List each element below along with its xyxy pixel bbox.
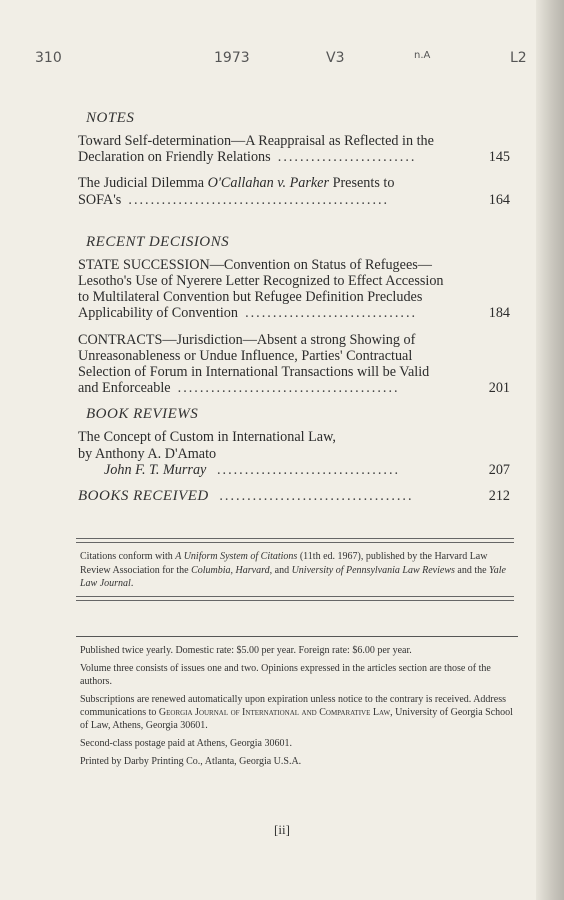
page-ref: 164 xyxy=(488,191,510,208)
entry-title-line: STATE SUCCESSION—Convention on Status of Refugees— xyxy=(78,256,432,273)
leader-dots: ............................... xyxy=(245,305,418,322)
toc-entry xyxy=(78,175,510,207)
citation-text: (11th ed. 1967), published by the Harvard Law Review Association for the xyxy=(80,551,488,576)
publication-info xyxy=(80,644,520,773)
entry-title-line: Unreasonableness or Undue Influence, Parties' Contractual xyxy=(78,347,413,364)
entry-title-line: and Enforceable xyxy=(78,380,171,397)
entry-title-line: CONTRACTS—Jurisdiction—Absent a strong Showing of xyxy=(78,331,416,348)
entry-title-line: Lesotho's Use of Nyerere Letter Recognized to Effect Accession xyxy=(78,273,444,290)
page-ref: 212 xyxy=(488,488,510,505)
book-reviews-section xyxy=(78,406,510,478)
double-rule-top xyxy=(76,538,514,543)
books-received-section xyxy=(78,488,510,504)
entry-title-text: The Judicial Dilemma xyxy=(78,175,208,192)
subscription-text xyxy=(80,693,520,732)
leader-dots: ............................................... xyxy=(128,191,390,208)
handwritten-note: 310 xyxy=(35,50,62,66)
volume-text: Volume three consists of issues one and two. Opinions expressed in the articles section are those of the authors. xyxy=(80,663,491,687)
citation-text: and xyxy=(272,564,292,576)
toc-entry xyxy=(78,133,510,165)
subscription-text-part: , University of Georgia School of Law, Athens, Georgia 30601. xyxy=(80,707,513,731)
leader-dots: ................................. xyxy=(216,461,401,478)
toc-entry xyxy=(78,429,510,478)
recent-decisions-section xyxy=(78,234,510,397)
citation-note xyxy=(80,550,512,591)
handwritten-catalog-notes xyxy=(0,50,564,80)
section-heading-notes: NOTES xyxy=(86,110,135,126)
citation-italic: Yale Law Journal xyxy=(80,564,506,589)
toc-entry xyxy=(78,488,510,504)
postage-text: Second-class postage paid at Athens, Georgia 30601. xyxy=(80,738,292,749)
page-ref: 145 xyxy=(488,149,510,166)
citation-text: Citations conform with xyxy=(80,551,176,562)
citation-text: and the xyxy=(454,564,490,576)
leader-dots: ......................... xyxy=(277,149,417,166)
journal-name: Georgia Journal of International and Comparative Law xyxy=(158,707,391,718)
entry-title-line: Toward Self-determination—A Reappraisal as Reflected in the xyxy=(78,133,434,149)
handwritten-note: n.A xyxy=(414,50,431,61)
section-heading-books-received: BOOKS RECEIVED xyxy=(78,488,209,505)
citation-italic: University of Pennsylvania Law Reviews xyxy=(291,564,455,576)
handwritten-note: 1973 xyxy=(214,50,250,66)
case-name: O'Callahan v. Parker xyxy=(207,175,330,192)
entry-title-text: Presents to xyxy=(329,175,395,192)
table-of-contents xyxy=(78,110,510,514)
handwritten-note: L2 xyxy=(510,50,527,66)
leader-dots: ........................................ xyxy=(177,380,400,397)
toc-entry xyxy=(78,332,510,397)
entry-title-line: Applicability of Convention xyxy=(78,305,238,322)
citation-italic: A Uniform System of Citations xyxy=(175,551,298,562)
page-ref: 207 xyxy=(488,461,510,478)
entry-title-line: SOFA's xyxy=(78,191,122,208)
page-ref: 184 xyxy=(488,305,510,322)
entry-title-line: The Concept of Custom in International Law, xyxy=(78,429,336,446)
double-rule-bottom xyxy=(76,596,514,601)
handwritten-note: V3 xyxy=(326,50,345,66)
printer-text: Printed by Darby Printing Co., Atlanta, Georgia U.S.A. xyxy=(80,756,302,767)
reviewer-name: John F. T. Murray xyxy=(104,461,207,478)
subscription-text-part: Subscriptions are renewed automatically upon expiration unless notice to the contrary is received. Address communications to xyxy=(80,694,506,718)
entry-title-line: Declaration on Friendly Relations xyxy=(78,149,271,166)
citation-italic: Columbia, Harvard, xyxy=(191,564,273,576)
rates-text: Published twice yearly. Domestic rate: $5.00 per year. Foreign rate: $6.00 per year. xyxy=(80,645,412,656)
entry-title-line: Selection of Forum in International Transactions will be Valid xyxy=(78,364,430,381)
page-ref: 201 xyxy=(488,380,510,397)
page-edge-shadow xyxy=(536,0,564,900)
toc-entry xyxy=(78,257,510,322)
entry-title-line: to Multilateral Convention but Refugee Definition Precludes xyxy=(78,289,423,306)
entry-title-line: by Anthony A. D'Amato xyxy=(78,445,217,462)
section-heading-recent-decisions: RECENT DECISIONS xyxy=(86,233,230,250)
section-heading-book-reviews: BOOK REVIEWS xyxy=(86,406,199,423)
citation-text: . xyxy=(130,578,134,589)
leader-dots: ................................... xyxy=(219,488,414,505)
single-rule xyxy=(76,636,518,637)
notes-section xyxy=(78,110,510,208)
page-number: [ii] xyxy=(274,822,290,837)
